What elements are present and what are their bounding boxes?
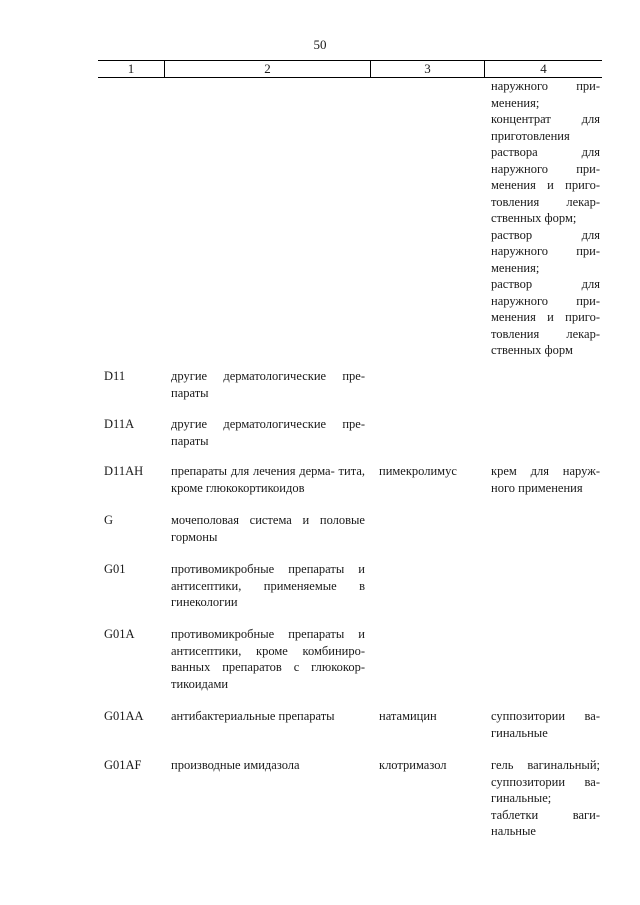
- dosage-form-word: для: [581, 145, 600, 159]
- header-col-2: 2: [264, 61, 271, 76]
- atc-code: G01: [104, 562, 126, 576]
- dosage-form-line: [491, 309, 600, 326]
- dosage-form-word: раствора: [491, 145, 538, 159]
- dosage-form-word: раствор: [491, 277, 533, 291]
- atc-group-name: другие дерматологические пре- параты: [171, 417, 365, 448]
- dosage-form-word: лекар-: [566, 326, 600, 341]
- dosage-form-word: и: [547, 178, 554, 192]
- dosage-form-word: лекар-: [566, 194, 600, 209]
- dosage-form-word: при-: [576, 79, 600, 93]
- dosage-form-word: для: [581, 227, 600, 242]
- dosage-form-lines: [491, 78, 600, 359]
- dosage-form-word: для: [581, 277, 600, 291]
- dosage-form-line: приготовления: [491, 128, 570, 143]
- dosage-form-word: приго-: [565, 178, 600, 192]
- atc-group-name: производные имидазола: [171, 758, 300, 772]
- atc-group-name: мочеполовая система и половые гормоны: [171, 513, 365, 544]
- atc-group-name: препараты для лечения дерма- тита, кроме глюкокортикоидов: [171, 464, 365, 495]
- dosage-form-line: [491, 78, 600, 95]
- atc-code: G01AA: [104, 709, 144, 723]
- dosage-form-line: [491, 227, 600, 244]
- dosage-form-line: [491, 276, 600, 293]
- dosage-form-line: [491, 194, 600, 211]
- atc-group-name: противомикробные препараты и антисептики, кроме комбиниро- ванных препаратов с глюкокор- тикоидами: [171, 627, 365, 691]
- atc-code: G01A: [104, 627, 135, 641]
- dosage-form-word: менения: [491, 178, 536, 192]
- dosage-form-word: концентрат: [491, 112, 551, 126]
- dosage-form-line: ственных форм: [491, 343, 573, 357]
- dosage-form-word: при-: [576, 161, 600, 176]
- dosage-form-word: для: [581, 112, 600, 126]
- dosage-form-word: при-: [576, 293, 600, 308]
- header-col-1: 1: [127, 61, 135, 76]
- header-col-3: 3: [424, 61, 431, 76]
- dosage-form: гель вагинальный; суппозитории ва- гинальные; таблетки ваги- нальные: [491, 758, 600, 838]
- dosage-form-word: при-: [576, 244, 600, 258]
- atc-code: D11A: [104, 417, 135, 431]
- dosage-form-word: приго-: [565, 310, 600, 324]
- atc-code: D11AH: [104, 464, 144, 478]
- atc-group-name: другие дерматологические пре- параты: [171, 369, 365, 400]
- dosage-form-line: [491, 144, 600, 161]
- atc-code: G: [104, 513, 114, 527]
- atc-group-name: антибактериальные препараты: [171, 709, 335, 723]
- dosage-form-word: и: [547, 310, 554, 324]
- atc-group-name: противомикробные препараты и антисептики, применяемые в гинекологии: [171, 562, 365, 609]
- dosage-form-line: [491, 111, 600, 128]
- dosage-form: суппозитории ва- гинальные: [491, 709, 600, 740]
- dosage-form-word: наружного: [491, 79, 549, 93]
- dosage-form: крем для наруж- ного применения: [491, 464, 600, 495]
- dosage-form-word: наружного: [491, 244, 549, 258]
- dosage-form-line: менения;: [491, 95, 540, 110]
- atc-code: D11: [104, 369, 126, 383]
- page-number: 50: [313, 37, 327, 52]
- dosage-form-line: [491, 293, 600, 310]
- dosage-form-word: наружного: [491, 293, 549, 308]
- atc-code: G01AF: [104, 758, 142, 772]
- dosage-form-word: товления: [491, 326, 540, 341]
- header-col-4: 4: [540, 61, 547, 76]
- dosage-form-word: менения: [491, 310, 536, 324]
- dosage-form-line: [491, 326, 600, 343]
- drug-name: пимекролимус: [379, 464, 457, 478]
- dosage-form-word: товления: [491, 194, 540, 209]
- dosage-form-line: [491, 243, 600, 260]
- dosage-form-line: [491, 177, 600, 194]
- drug-name: натамицин: [379, 709, 437, 723]
- table-row-continuation: [491, 78, 600, 359]
- dosage-form-line: менения;: [491, 260, 540, 275]
- dosage-form-word: наружного: [491, 161, 549, 176]
- table-header: [98, 60, 602, 78]
- dosage-form-word: раствор: [491, 227, 533, 242]
- drug-name: клотримазол: [379, 758, 447, 772]
- dosage-form-line: [491, 161, 600, 178]
- dosage-form-line: ственных форм;: [491, 211, 577, 225]
